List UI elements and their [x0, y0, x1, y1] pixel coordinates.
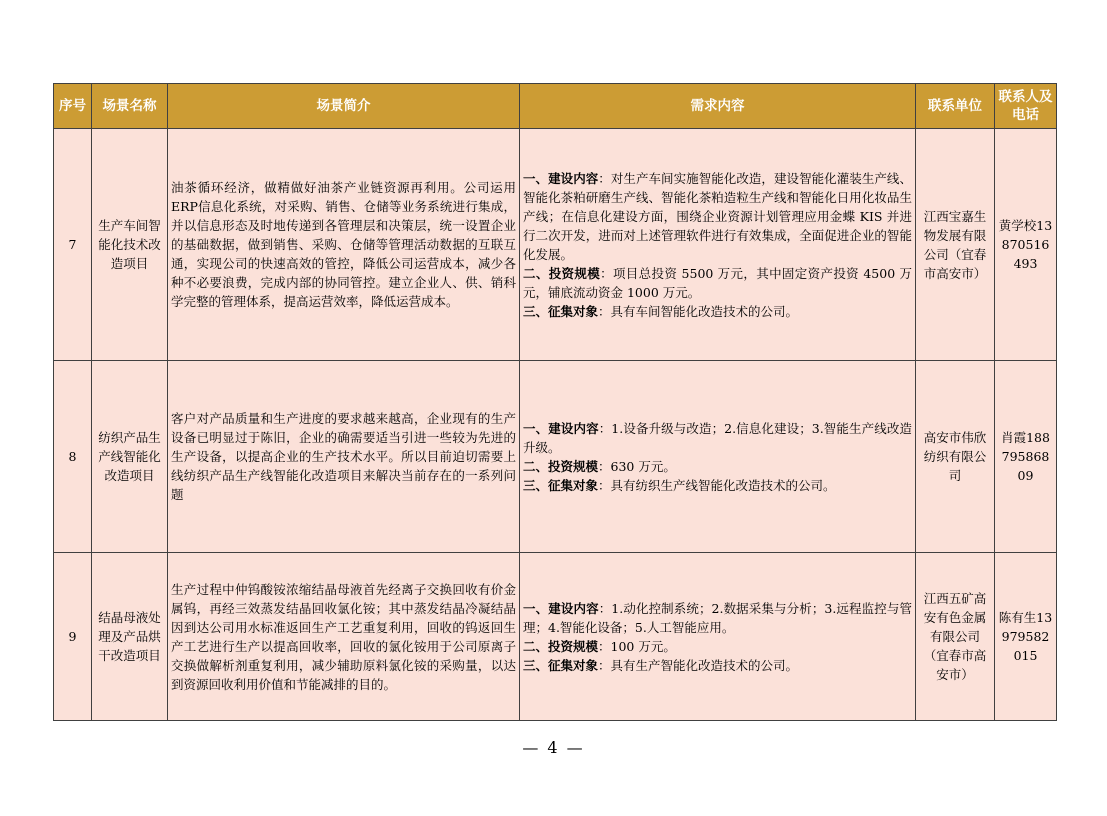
req-item	[523, 476, 912, 495]
req-text: ：项目总投资 5500 万元，其中固定资产投资 4500 万元，铺底流动资金 1000 万元。	[523, 265, 912, 300]
req-label: 一、建设内容	[523, 600, 599, 616]
row-no: 8	[54, 361, 92, 553]
row-unit: 江西五矿高安有色金属有限公司（宜春市高安市）	[916, 553, 995, 721]
req-label: 二、投资规模	[523, 638, 599, 654]
row-intro: 生产过程中仲钨酸铵浓缩结晶母液首先经离子交换回收有价金属钨，再经三效蒸发结晶回收氯化铵；其中蒸发结晶冷凝结晶因到达公司用水标准返回生产工艺重复利用，回收的钨返回生产工艺进行生产以提高回收率，回收的氯化铵用于公司原离子交换做解析剂重复利用，减少辅助原料氯化铵的采购量，以达到资源回收利用价值和节能减排的目的。	[168, 553, 520, 721]
req-text: ：具有生产智能化改造技术的公司。	[598, 657, 799, 673]
row-unit: 江西宝嘉生物发展有限公司（宜春市高安市）	[916, 129, 995, 361]
row-intro: 油茶循环经济，做精做好油茶产业链资源再利用。公司运用ERP信息化系统，对采购、销售、仓储等业务系统进行集成，并以信息形态及时地传递到各管理层和决策层，统一设置企业的基础数据，做到销售、采购、仓储等管理活动数据的互联互通，实现公司的快速高效的管控，降低公司运营成本，减少各种不必要浪费，完成内部的协同管控。建立企业人、供、销科学完整的管理体系，提高运营效率，降低运营成本。	[168, 129, 520, 361]
header-unit: 联系单位	[916, 84, 995, 129]
row-name: 纺织产品生产线智能化改造项目	[92, 361, 168, 553]
req-item	[523, 419, 912, 457]
req-label: 一、建设内容	[523, 420, 599, 436]
req-label: 三、征集对象	[523, 477, 599, 493]
table-header-row	[54, 84, 1057, 129]
req-item	[523, 264, 912, 302]
req-text: ：630 万元。	[598, 458, 676, 474]
row-intro: 客户对产品质量和生产进度的要求越来越高，企业现有的生产设备已明显过于陈旧，企业的确需要适当引进一些较为先进的生产设备，以提高企业的生产技术水平。所以目前迫切需要上线纺织产品生产线智能化改造项目来解决当前存在的一系列问题	[168, 361, 520, 553]
req-text: ：1.动化控制系统；2.数据采集与分析；3.远程监控与管理；4.智能化设备；5.人工智能应用。	[523, 600, 912, 635]
row-contact: 黄学校13870516493	[995, 129, 1057, 361]
row-contact: 陈有生13979582015	[995, 553, 1057, 721]
table-row	[54, 361, 1057, 553]
req-item	[523, 599, 912, 637]
header-req: 需求内容	[520, 84, 916, 129]
req-item	[523, 457, 912, 476]
row-no: 7	[54, 129, 92, 361]
req-label: 二、投资规模	[523, 265, 601, 281]
header-no: 序号	[54, 84, 92, 129]
row-no: 9	[54, 553, 92, 721]
row-req	[520, 553, 916, 721]
req-item	[523, 302, 912, 321]
table-row	[54, 129, 1057, 361]
header-name: 场景名称	[92, 84, 168, 129]
req-label: 一、建设内容	[523, 170, 599, 186]
row-req	[520, 361, 916, 553]
row-name: 结晶母液处理及产品烘干改造项目	[92, 553, 168, 721]
requirements-table	[53, 83, 1057, 721]
table-row	[54, 553, 1057, 721]
req-text: ：对生产车间实施智能化改造，建设智能化灌装生产线、智能化茶粕研磨生产线、智能化茶粕造粒生产线和智能化日用化妆品生产线；在信息化建设方面，围绕企业资源计划管理应用金蝶 KIS 并进行二次开发，进而对上述管理软件进行有效集成，全面促进企业的智能化发展。	[523, 170, 912, 262]
row-contact: 肖霞18879586809	[995, 361, 1057, 553]
req-item	[523, 637, 912, 656]
req-label: 三、征集对象	[523, 657, 599, 673]
header-contact: 联系人及电话	[995, 84, 1057, 129]
req-text: ：1.设备升级与改造；2.信息化建设；3.智能生产线改造升级。	[523, 420, 912, 455]
req-item	[523, 656, 912, 675]
req-label: 三、征集对象	[523, 303, 599, 319]
req-text: ：具有纺织生产线智能化改造技术的公司。	[598, 477, 836, 493]
row-unit: 高安市伟欣纺织有限公司	[916, 361, 995, 553]
page-number: — 4 —	[522, 738, 585, 757]
req-text: ：100 万元。	[598, 638, 676, 654]
row-req	[520, 129, 916, 361]
header-intro: 场景简介	[168, 84, 520, 129]
row-name: 生产车间智能化技术改造项目	[92, 129, 168, 361]
req-text: ：具有车间智能化改造技术的公司。	[598, 303, 799, 319]
req-item	[523, 169, 912, 264]
req-label: 二、投资规模	[523, 458, 599, 474]
